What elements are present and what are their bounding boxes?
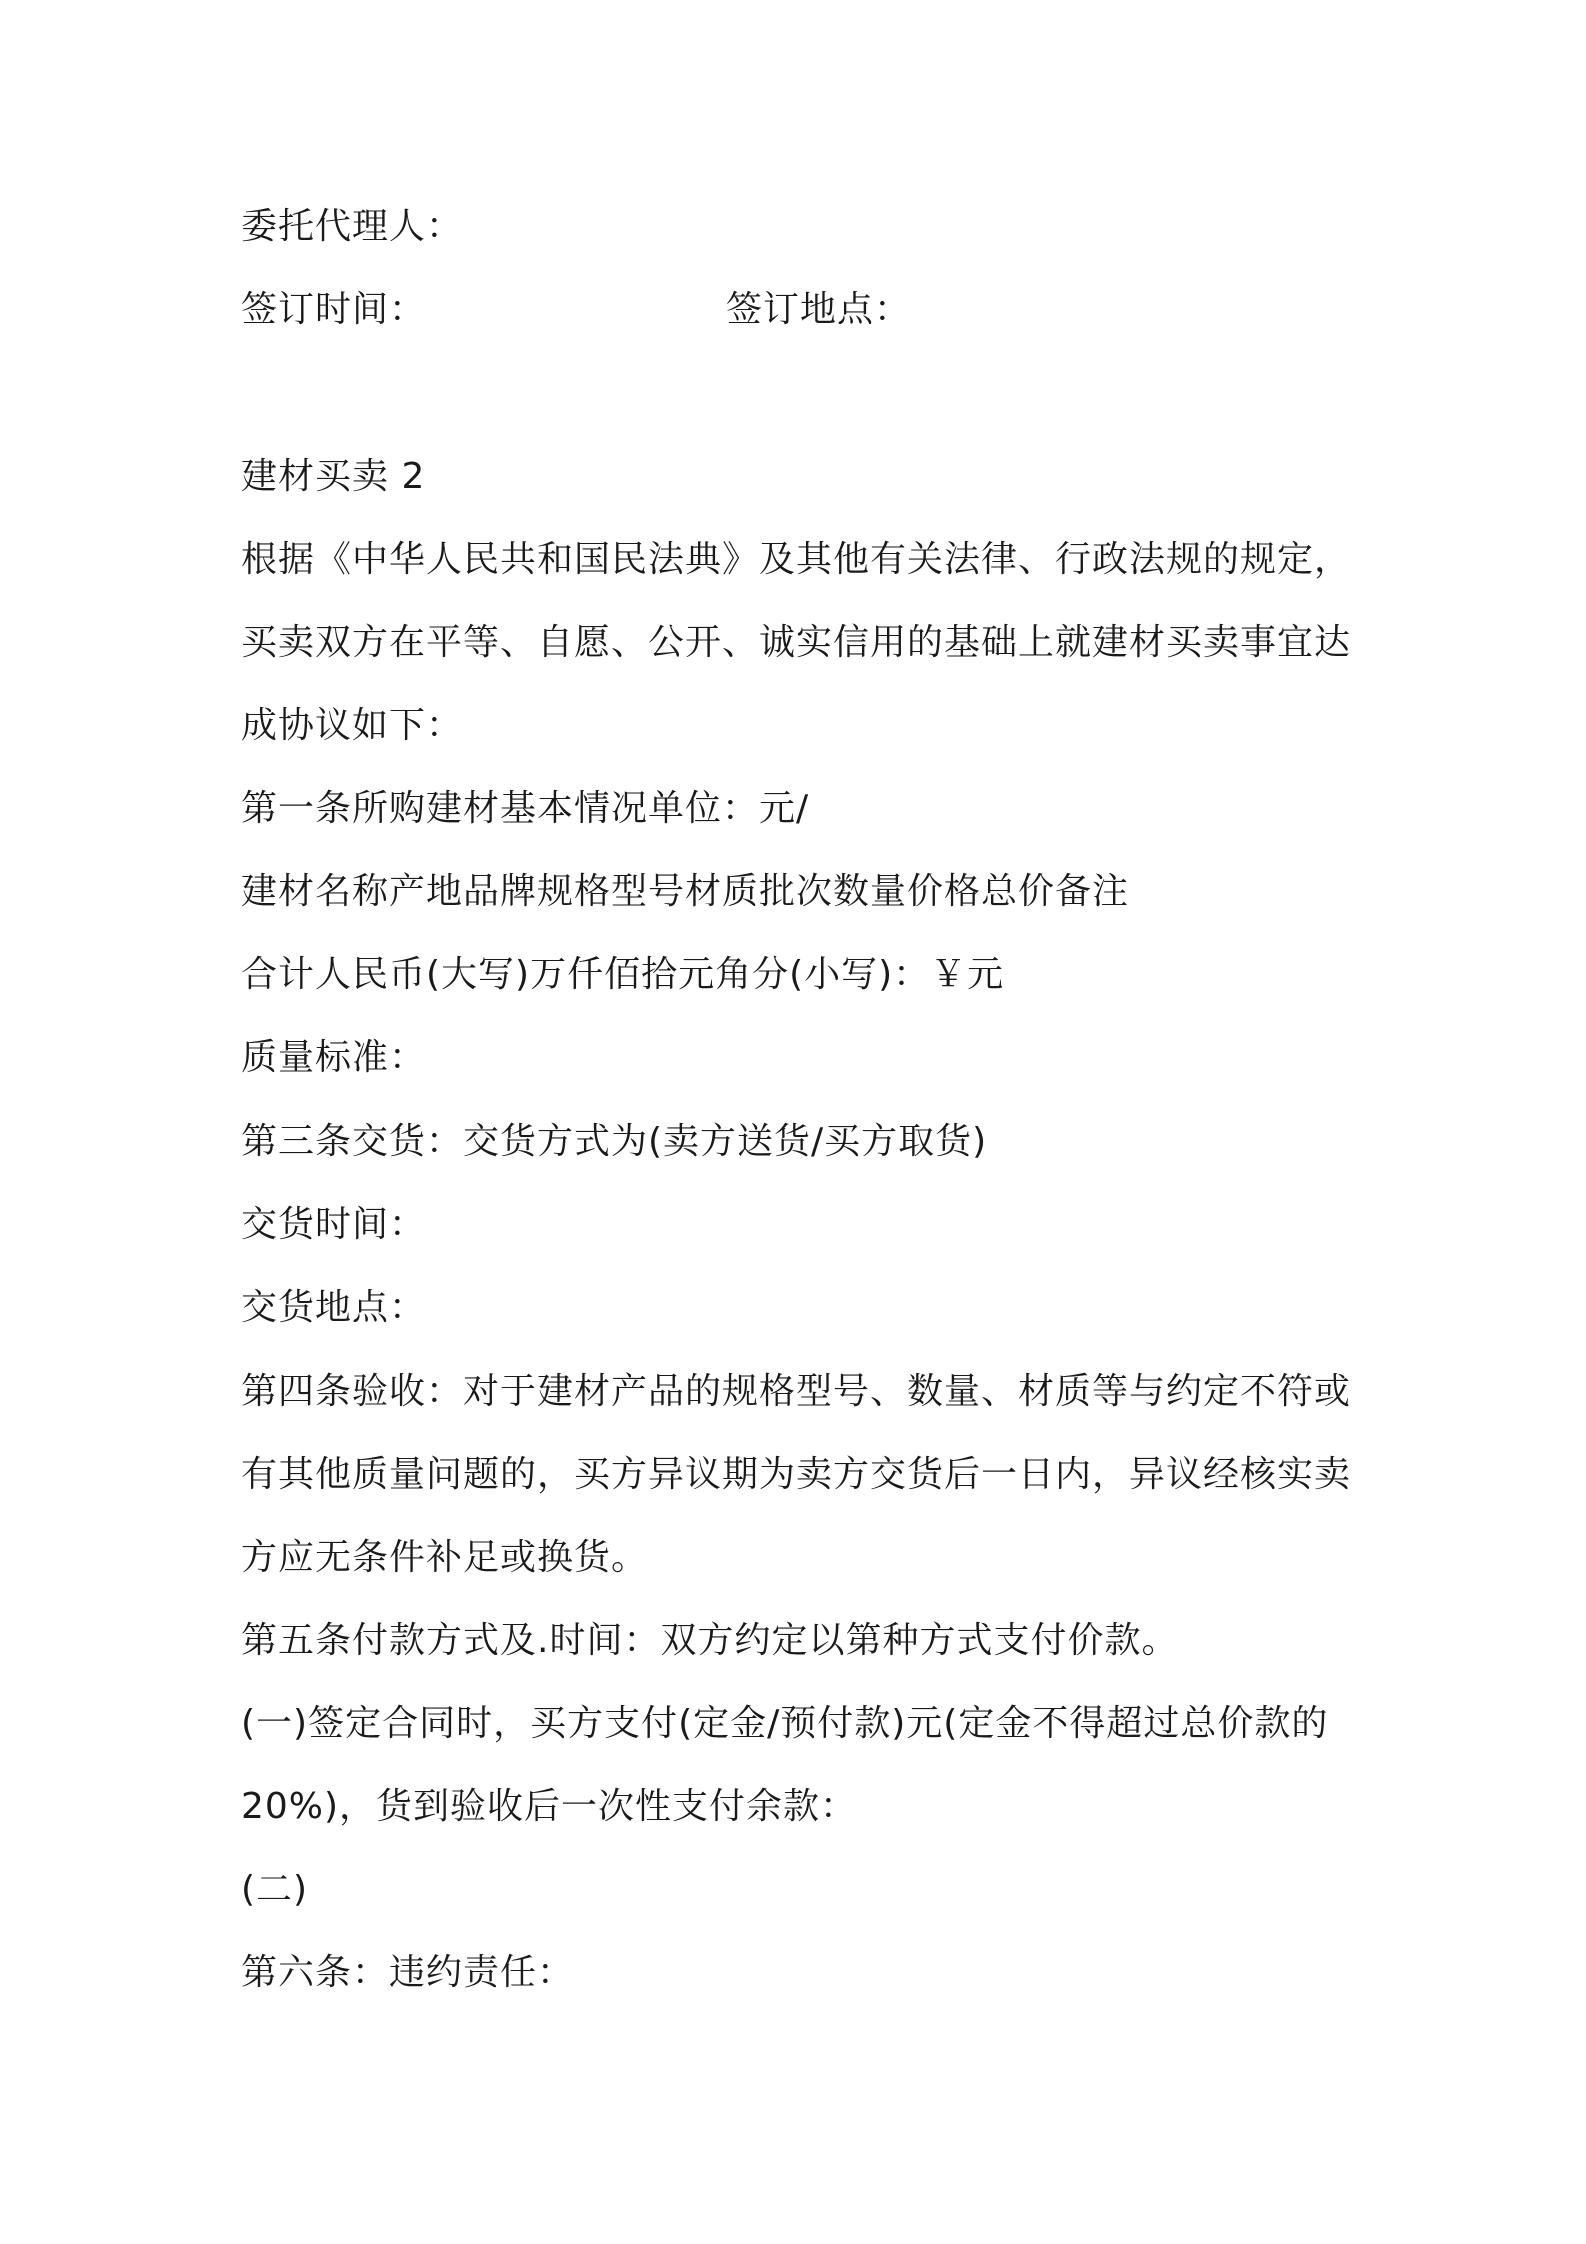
article-4-line-2: 有其他质量问题的，买方异议期为卖方交货后一日内，异议经核实卖 <box>241 1454 1352 1495</box>
intro-line-3: 成协议如下： <box>241 705 464 746</box>
intro-line-1: 根据《中华人民共和国民法典》及其他有关法律、行政法规的规定， <box>241 539 1352 580</box>
article-4-line-1: 第四条验收：对于建材产品的规格型号、数量、材质等与约定不符或 <box>241 1371 1352 1412</box>
delivery-time: 交货时间： <box>241 1204 427 1245</box>
sign-time-label: 签订时间： <box>241 289 427 330</box>
sign-place-label: 签订地点： <box>726 289 912 330</box>
article-5: 第五条付款方式及.时间：双方约定以第种方式支付价款。 <box>241 1620 1179 1661</box>
article-3: 第三条交货：交货方式为(卖方送货/买方取货) <box>241 1121 988 1162</box>
document-title: 建材买卖 2 <box>241 456 426 497</box>
agent-label: 委托代理人： <box>241 206 464 247</box>
total-amount: 合计人民币(大写)万仟佰拾元角分(小写)：￥元 <box>241 954 1005 995</box>
article-1: 第一条所购建材基本情况单位：元/ <box>241 788 810 829</box>
intro-line-2: 买卖双方在平等、自愿、公开、诚实信用的基础上就建材买卖事宜达 <box>241 622 1352 663</box>
payment-option-2: (二) <box>241 1869 309 1910</box>
column-headers: 建材名称产地品牌规格型号材质批次数量价格总价备注 <box>241 871 1130 912</box>
payment-option-1-line-1: (一)签定合同时，买方支付(定金/预付款)元(定金不得超过总价款的 <box>241 1703 1329 1744</box>
payment-option-1-line-2: 20%)，货到验收后一次性支付余款： <box>241 1786 858 1827</box>
quality-standard: 质量标准： <box>241 1037 427 1078</box>
article-6: 第六条：违约责任： <box>241 1952 575 1993</box>
delivery-place: 交货地点： <box>241 1287 427 1328</box>
signing-info-row <box>241 288 912 332</box>
article-4-line-3: 方应无条件补足或换货。 <box>241 1537 649 1578</box>
